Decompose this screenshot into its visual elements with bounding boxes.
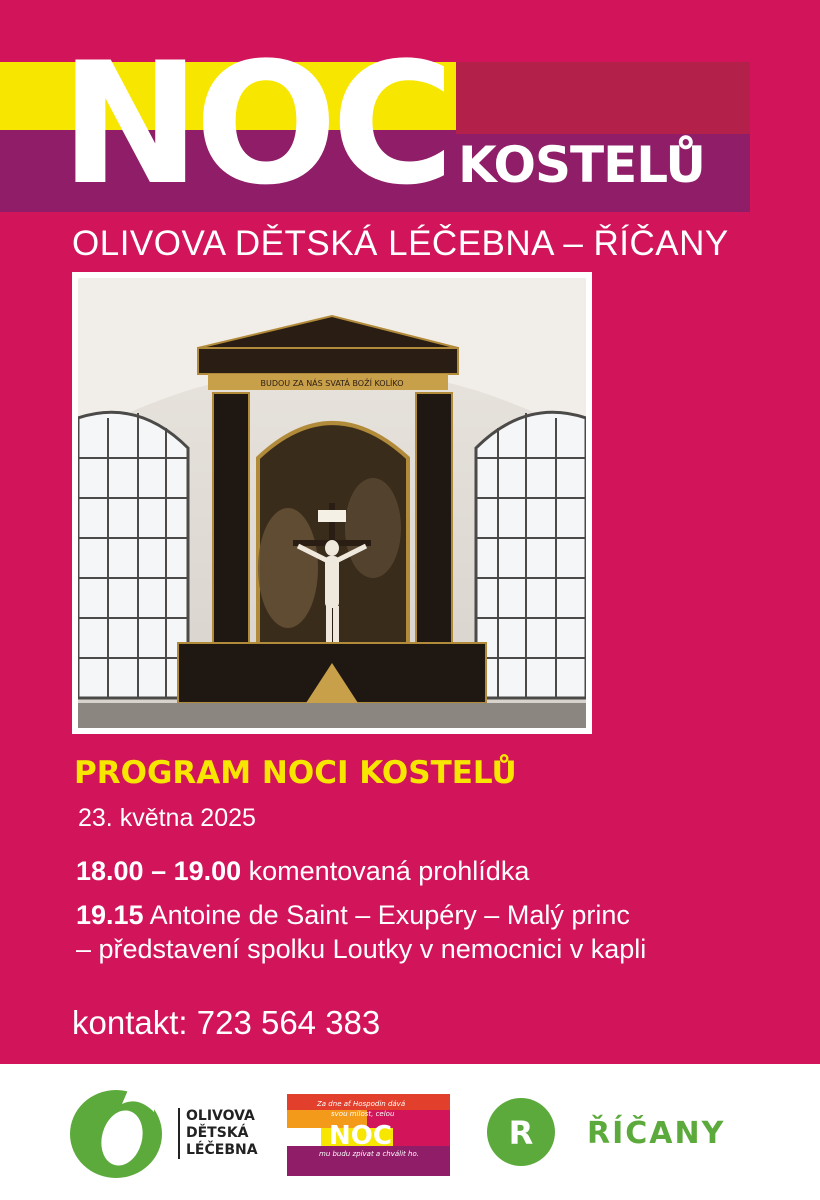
svg-text:R: R: [508, 1114, 534, 1152]
altar-illustration: [78, 278, 586, 728]
program-item-2-time-label: 19.15: [76, 900, 144, 930]
ricany-logo-icon: [485, 1096, 557, 1168]
olivova-logo-text: [178, 1108, 258, 1159]
left-window: [78, 412, 188, 698]
altar-photo-frame: [72, 272, 592, 734]
svg-text:Za dne ať Hospodin dává: Za dne ať Hospodin dává: [317, 1100, 406, 1108]
olivova-logo-icon: [68, 1084, 168, 1180]
olivova-line-1: OLIVOVA: [186, 1108, 255, 1124]
olivova-line-2: DĚTSKÁ: [186, 1125, 249, 1141]
program-item-2-continuation: – představení spolku Loutky v nemocnici v kapli: [76, 934, 647, 964]
program-item-1-text: komentovaná prohlídka: [241, 856, 530, 886]
program-date: 23. května 2025: [78, 804, 256, 832]
subtitle-location: OLIVOVA DĚTSKÁ LÉČEBNA – ŘÍČANY: [72, 224, 729, 263]
contact-phone: kontakt: 723 564 383: [72, 1004, 381, 1041]
title-kostelu: KOSTELŮ: [458, 136, 705, 194]
program-item-1-time: 18.00 – 19.00: [76, 856, 242, 886]
altar-floor: [78, 703, 586, 728]
program-item-2-text: Antoine de Saint – Exupéry – Malý princ: [143, 900, 630, 930]
noc-kostelu-badge: [287, 1094, 450, 1176]
svg-text:NOC: NOC: [329, 1121, 392, 1151]
left-column: [213, 393, 249, 643]
svg-text:svou milost, celou: svou milost, celou: [331, 1110, 395, 1118]
altar-photo: [78, 278, 586, 728]
ricany-logo-text: ŘÍČANY: [587, 1116, 726, 1151]
footer-logos: [0, 1064, 820, 1200]
right-column: [416, 393, 452, 643]
program-title: PROGRAM NOCI KOSTELŮ: [74, 755, 517, 791]
olivova-line-3: LÉČEBNA: [186, 1142, 258, 1158]
title-noc: NOC: [60, 26, 449, 222]
program-item-2: [76, 900, 630, 931]
program-item-1: [76, 856, 529, 887]
svg-text:mu budu zpívat a chválit ho.: mu budu zpívat a chválit ho.: [319, 1150, 419, 1158]
header-red-bar: [456, 62, 750, 134]
right-window: [476, 412, 586, 698]
svg-text:BUDOU ZA NÁS SVATÁ BOŽÍ KOLÍKO: BUDOU ZA NÁS SVATÁ BOŽÍ KOLÍKO: [260, 379, 404, 388]
